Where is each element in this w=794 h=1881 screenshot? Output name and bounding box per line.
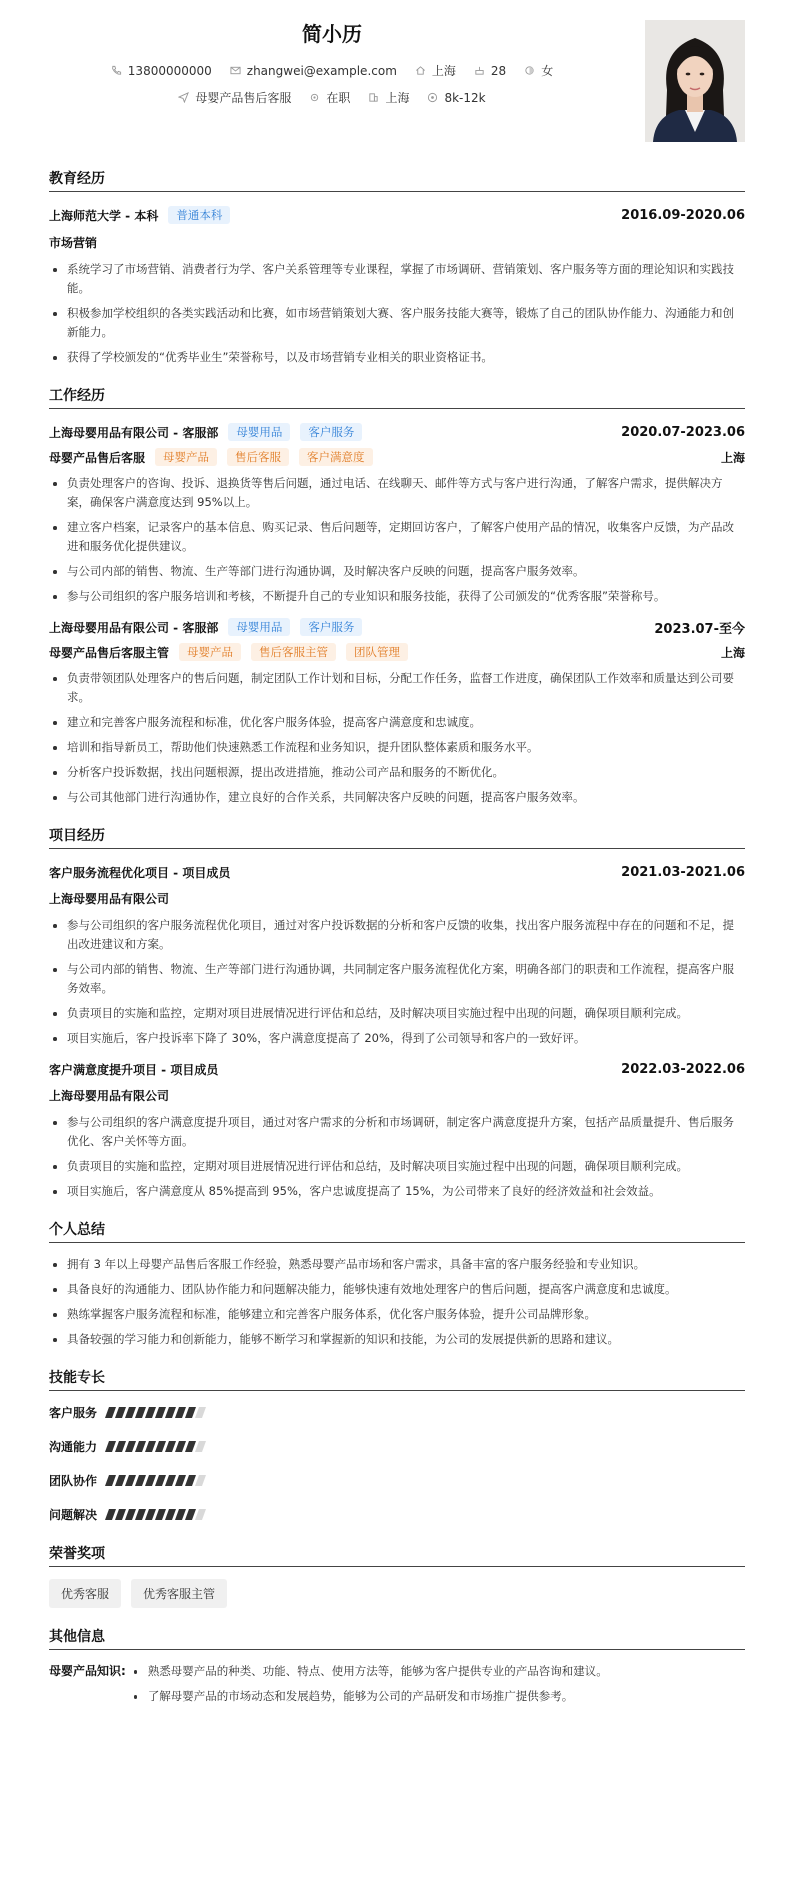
skill-bar-empty bbox=[195, 1509, 206, 1520]
skill-row bbox=[49, 1395, 745, 1429]
skill-bar-filled bbox=[145, 1509, 156, 1520]
coin-icon bbox=[427, 92, 438, 103]
role-row bbox=[49, 641, 745, 663]
role-tag: 客户满意度 bbox=[299, 448, 373, 466]
list-item: 参与公司组织的客户满意度提升项目，通过对客户需求的分析和市场调研，制定客户满意度提升方案，包括产品质量提升、售后服务优化、客户关怀等方面。 bbox=[49, 1113, 745, 1151]
gender-icon bbox=[524, 65, 535, 76]
role-name: 母婴产品售后客服主管 bbox=[49, 645, 170, 660]
skill-bar-filled bbox=[175, 1475, 186, 1486]
work-bullets bbox=[49, 669, 745, 807]
work-header-row bbox=[49, 616, 745, 638]
skill-bar-empty bbox=[195, 1441, 206, 1452]
skills-section bbox=[49, 1367, 745, 1531]
other-bullets bbox=[130, 1662, 608, 1712]
list-item: 与公司其他部门进行沟通协作，建立良好的合作关系，共同解决客户反映的问题，提高客户服务效率。 bbox=[49, 788, 745, 807]
role-tag: 母婴产品 bbox=[179, 643, 241, 661]
list-item: 具备较强的学习能力和创新能力，能够不断学习和掌握新的知识和技能，为公司的发展提供新的思路和建议。 bbox=[49, 1330, 745, 1349]
other-label: 母婴产品知识: bbox=[49, 1664, 126, 1678]
company-tag: 母婴用品 bbox=[228, 618, 290, 636]
company-name: 上海母婴用品有限公司 - 客服部 bbox=[49, 425, 219, 440]
skill-bar-filled bbox=[155, 1475, 166, 1486]
work-header-row bbox=[49, 421, 745, 443]
list-item: 项目实施后，客户投诉率下降了 30%，客户满意度提高了 20%，得到了公司领导和客户的一致好评。 bbox=[49, 1029, 745, 1048]
project-item bbox=[49, 1058, 745, 1201]
company-tag: 客户服务 bbox=[300, 618, 362, 636]
role-tag: 团队管理 bbox=[346, 643, 408, 661]
skill-bar-filled bbox=[155, 1407, 166, 1418]
skill-bar-filled bbox=[105, 1509, 116, 1520]
skill-name: 客户服务 bbox=[49, 1405, 98, 1420]
skill-level-bars bbox=[107, 1407, 204, 1418]
work-city-text: 上海 bbox=[385, 91, 410, 105]
project-header-row bbox=[49, 861, 745, 883]
skill-bar-filled bbox=[135, 1509, 146, 1520]
salary-text: 8k-12k bbox=[444, 90, 486, 105]
portrait-image bbox=[645, 20, 745, 142]
home-icon bbox=[415, 65, 426, 76]
honors-list bbox=[49, 1579, 745, 1608]
list-item: 与公司内部的销售、物流、生产等部门进行沟通协调，共同制定客户服务流程优化方案，明确各部门的职责和工作流程，提高客户服务效率。 bbox=[49, 960, 745, 998]
skill-row bbox=[49, 1463, 745, 1497]
skills-title: 技能专长 bbox=[49, 1367, 745, 1391]
skill-bar-filled bbox=[175, 1407, 186, 1418]
education-header-row bbox=[49, 204, 745, 226]
phone-item bbox=[111, 64, 212, 78]
list-item: 分析客户投诉数据，找出问题根源，提出改进措施，推动公司产品和服务的不断优化。 bbox=[49, 763, 745, 782]
role-row bbox=[49, 446, 745, 468]
skill-name: 问题解决 bbox=[49, 1507, 98, 1522]
work-item bbox=[49, 616, 745, 807]
city-item bbox=[415, 62, 456, 79]
building-icon bbox=[368, 92, 379, 103]
list-item: 建立和完善客户服务流程和标准，优化客户服务体验，提高客户满意度和忠诚度。 bbox=[49, 713, 745, 732]
project-date: 2022.03-2022.06 bbox=[621, 1061, 745, 1077]
project-name: 客户服务流程优化项目 - 项目成员 bbox=[49, 865, 231, 880]
role-tag: 售后客服 bbox=[227, 448, 289, 466]
company-tag: 母婴用品 bbox=[228, 423, 290, 441]
skill-bar-filled bbox=[145, 1475, 156, 1486]
work-location: 上海 bbox=[720, 645, 745, 660]
skill-bar-filled bbox=[115, 1407, 126, 1418]
work-city-item bbox=[368, 89, 409, 106]
list-item: 参与公司组织的客户服务流程优化项目，通过对客户投诉数据的分析和客户反馈的收集，找出客户服务流程中存在的问题和不足，提出改进建议和方案。 bbox=[49, 916, 745, 954]
skill-name: 团队协作 bbox=[49, 1473, 98, 1488]
honor-badge: 优秀客服 bbox=[49, 1579, 121, 1608]
work-bullets bbox=[49, 474, 745, 606]
phone-icon bbox=[111, 65, 122, 76]
work-item bbox=[49, 421, 745, 606]
skill-bar-filled bbox=[185, 1475, 196, 1486]
job-intent-row bbox=[49, 89, 615, 106]
skill-bar-filled bbox=[185, 1407, 196, 1418]
skill-level-bars bbox=[107, 1441, 204, 1452]
list-item: 项目实施后，客户满意度从 85%提高到 95%，客户忠诚度提高了 15%，为公司带来了良好的经济效益和社会效益。 bbox=[49, 1182, 745, 1201]
summary-title: 个人总结 bbox=[49, 1219, 745, 1243]
skill-bar-filled bbox=[175, 1441, 186, 1452]
other-section bbox=[49, 1626, 745, 1712]
skill-bar-filled bbox=[165, 1441, 176, 1452]
cake-icon bbox=[474, 65, 485, 76]
status-item bbox=[309, 89, 350, 106]
company-name: 上海母婴用品有限公司 - 客服部 bbox=[49, 620, 219, 635]
list-item: 参与公司组织的客户服务培训和考核，不断提升自己的专业知识和服务技能，获得了公司颁发的“优秀客服”荣誉称号。 bbox=[49, 587, 745, 606]
projects-title: 项目经历 bbox=[49, 825, 745, 849]
project-company: 上海母婴用品有限公司 bbox=[49, 891, 170, 906]
project-name: 客户满意度提升项目 - 项目成员 bbox=[49, 1062, 219, 1077]
list-item: 负责带领团队处理客户的售后问题，制定团队工作计划和目标，分配工作任务，监督工作进度，确保团队工作效率和质量达到公司要求。 bbox=[49, 669, 745, 707]
work-date: 2020.07-2023.06 bbox=[621, 424, 745, 440]
skill-bar-filled bbox=[125, 1407, 136, 1418]
skill-bar-filled bbox=[115, 1475, 126, 1486]
education-title: 教育经历 bbox=[49, 168, 745, 192]
skill-bar-filled bbox=[125, 1509, 136, 1520]
skill-bar-filled bbox=[165, 1475, 176, 1486]
skill-bar-filled bbox=[135, 1407, 146, 1418]
position-item bbox=[178, 89, 291, 106]
company-tag: 客户服务 bbox=[300, 423, 362, 441]
salary-item bbox=[427, 91, 485, 105]
list-item: 与公司内部的销售、物流、生产等部门进行沟通协调，及时解决客户反映的问题，提高客户服务效率。 bbox=[49, 562, 745, 581]
school-name: 上海师范大学 - 本科 bbox=[49, 208, 159, 223]
profile-photo bbox=[645, 20, 745, 142]
list-item: 建立客户档案，记录客户的基本信息、购买记录、售后问题等，定期回访客户，了解客户使用产品的情况，收集客户反馈，为产品改进和服务优化提供建议。 bbox=[49, 518, 745, 556]
skill-row bbox=[49, 1429, 745, 1463]
list-item: 积极参加学校组织的各类实践活动和比赛，如市场营销策划大赛、客户服务技能大赛等，锻炼了自己的团队协作能力、沟通能力和创新能力。 bbox=[49, 304, 745, 342]
skill-row bbox=[49, 1497, 745, 1531]
work-date: 2023.07-至今 bbox=[654, 621, 745, 637]
skill-bar-filled bbox=[105, 1475, 116, 1486]
list-item: 拥有 3 年以上母婴产品售后客服工作经验，熟悉母婴产品市场和客户需求，具备丰富的客户服务经验和专业知识。 bbox=[49, 1255, 745, 1274]
education-bullets bbox=[49, 260, 745, 367]
list-item: 熟悉母婴产品的种类、功能、特点、使用方法等，能够为客户提供专业的产品咨询和建议。 bbox=[130, 1662, 608, 1681]
skill-bar-filled bbox=[115, 1509, 126, 1520]
project-bullets bbox=[49, 916, 745, 1048]
skill-level-bars bbox=[107, 1509, 204, 1520]
work-title: 工作经历 bbox=[49, 385, 745, 409]
skill-bar-filled bbox=[105, 1407, 116, 1418]
honor-badge: 优秀客服主管 bbox=[131, 1579, 227, 1608]
position-text: 母婴产品售后客服 bbox=[195, 91, 292, 105]
skill-name: 沟通能力 bbox=[49, 1439, 98, 1454]
education-section bbox=[49, 168, 745, 367]
mail-icon bbox=[230, 65, 241, 76]
city-text: 上海 bbox=[431, 64, 456, 78]
role-name: 母婴产品售后客服 bbox=[49, 450, 146, 465]
list-item: 负责处理客户的咨询、投诉、退换货等售后问题，通过电话、在线聊天、邮件等方式与客户进行沟通，了解客户需求，提供解决方案，确保客户满意度达到 95%以上。 bbox=[49, 474, 745, 512]
other-title: 其他信息 bbox=[49, 1626, 745, 1650]
skill-bar-filled bbox=[135, 1441, 146, 1452]
contact-row bbox=[49, 62, 615, 79]
skill-bar-filled bbox=[155, 1509, 166, 1520]
list-item: 系统学习了市场营销、消费者行为学、客户关系管理等专业课程，掌握了市场调研、营销策划、客户服务等方面的理论知识和实践技能。 bbox=[49, 260, 745, 298]
email-text: zhangwei@example.com bbox=[246, 63, 397, 78]
skill-bar-empty bbox=[195, 1475, 206, 1486]
honors-title: 荣誉奖项 bbox=[49, 1543, 745, 1567]
skill-level-bars bbox=[107, 1475, 204, 1486]
degree-tag: 普通本科 bbox=[168, 206, 230, 224]
skill-bar-filled bbox=[185, 1441, 196, 1452]
project-company: 上海母婴用品有限公司 bbox=[49, 1088, 170, 1103]
projects-section bbox=[49, 825, 745, 1201]
list-item: 负责项目的实施和监控，定期对项目进展情况进行评估和总结，及时解决项目实施过程中出现的问题，确保项目顺利完成。 bbox=[49, 1004, 745, 1023]
work-section bbox=[49, 385, 745, 807]
resume-header bbox=[49, 0, 745, 160]
project-header-row bbox=[49, 1058, 745, 1080]
skill-bar-filled bbox=[175, 1509, 186, 1520]
skill-bar-empty bbox=[195, 1407, 206, 1418]
skill-bar-filled bbox=[145, 1407, 156, 1418]
project-item bbox=[49, 861, 745, 1048]
summary-section bbox=[49, 1219, 745, 1349]
role-tag: 售后客服主管 bbox=[251, 643, 336, 661]
list-item: 熟练掌握客户服务流程和标准，能够建立和完善客户服务体系，优化客户服务体验，提升公司品牌形象。 bbox=[49, 1305, 745, 1324]
skill-bar-filled bbox=[105, 1441, 116, 1452]
resume-name: 简小历 bbox=[302, 22, 362, 46]
list-item: 负责项目的实施和监控，定期对项目进展情况进行评估和总结，及时解决项目实施过程中出现的问题，确保项目顺利完成。 bbox=[49, 1157, 745, 1176]
phone-text: 13800000000 bbox=[127, 63, 212, 78]
email-item bbox=[230, 64, 397, 78]
skill-bar-filled bbox=[115, 1441, 126, 1452]
project-date: 2021.03-2021.06 bbox=[621, 864, 745, 880]
list-item: 培训和指导新员工，帮助他们快速熟悉工作流程和业务知识，提升团队整体素质和服务水平。 bbox=[49, 738, 745, 757]
summary-bullets bbox=[49, 1255, 745, 1349]
gender-item bbox=[524, 62, 553, 79]
work-location: 上海 bbox=[720, 450, 745, 465]
skill-bar-filled bbox=[165, 1509, 176, 1520]
education-date: 2016.09-2020.06 bbox=[621, 207, 745, 223]
age-item bbox=[474, 64, 506, 78]
project-bullets bbox=[49, 1113, 745, 1201]
other-info-row bbox=[49, 1662, 745, 1712]
skill-bar-filled bbox=[165, 1407, 176, 1418]
status-text: 在职 bbox=[326, 91, 351, 105]
skill-bar-filled bbox=[125, 1475, 136, 1486]
gender-text: 女 bbox=[541, 64, 554, 78]
skill-bar-filled bbox=[185, 1509, 196, 1520]
list-item: 具备良好的沟通能力、团队协作能力和问题解决能力，能够快速有效地处理客户的售后问题，提高客户满意度和忠诚度。 bbox=[49, 1280, 745, 1299]
honors-section bbox=[49, 1543, 745, 1608]
send-icon bbox=[178, 92, 189, 103]
list-item: 获得了学校颁发的“优秀毕业生”荣誉称号，以及市场营销专业相关的职业资格证书。 bbox=[49, 348, 745, 367]
major-name: 市场营销 bbox=[49, 235, 98, 250]
age-text: 28 bbox=[490, 63, 507, 78]
skill-bar-filled bbox=[145, 1441, 156, 1452]
role-tag: 母婴产品 bbox=[155, 448, 217, 466]
skill-bar-filled bbox=[125, 1441, 136, 1452]
skill-bar-filled bbox=[155, 1441, 166, 1452]
list-item: 了解母婴产品的市场动态和发展趋势，能够为公司的产品研发和市场推广提供参考。 bbox=[130, 1687, 608, 1706]
skill-bar-filled bbox=[135, 1475, 146, 1486]
gear-icon bbox=[309, 92, 320, 103]
